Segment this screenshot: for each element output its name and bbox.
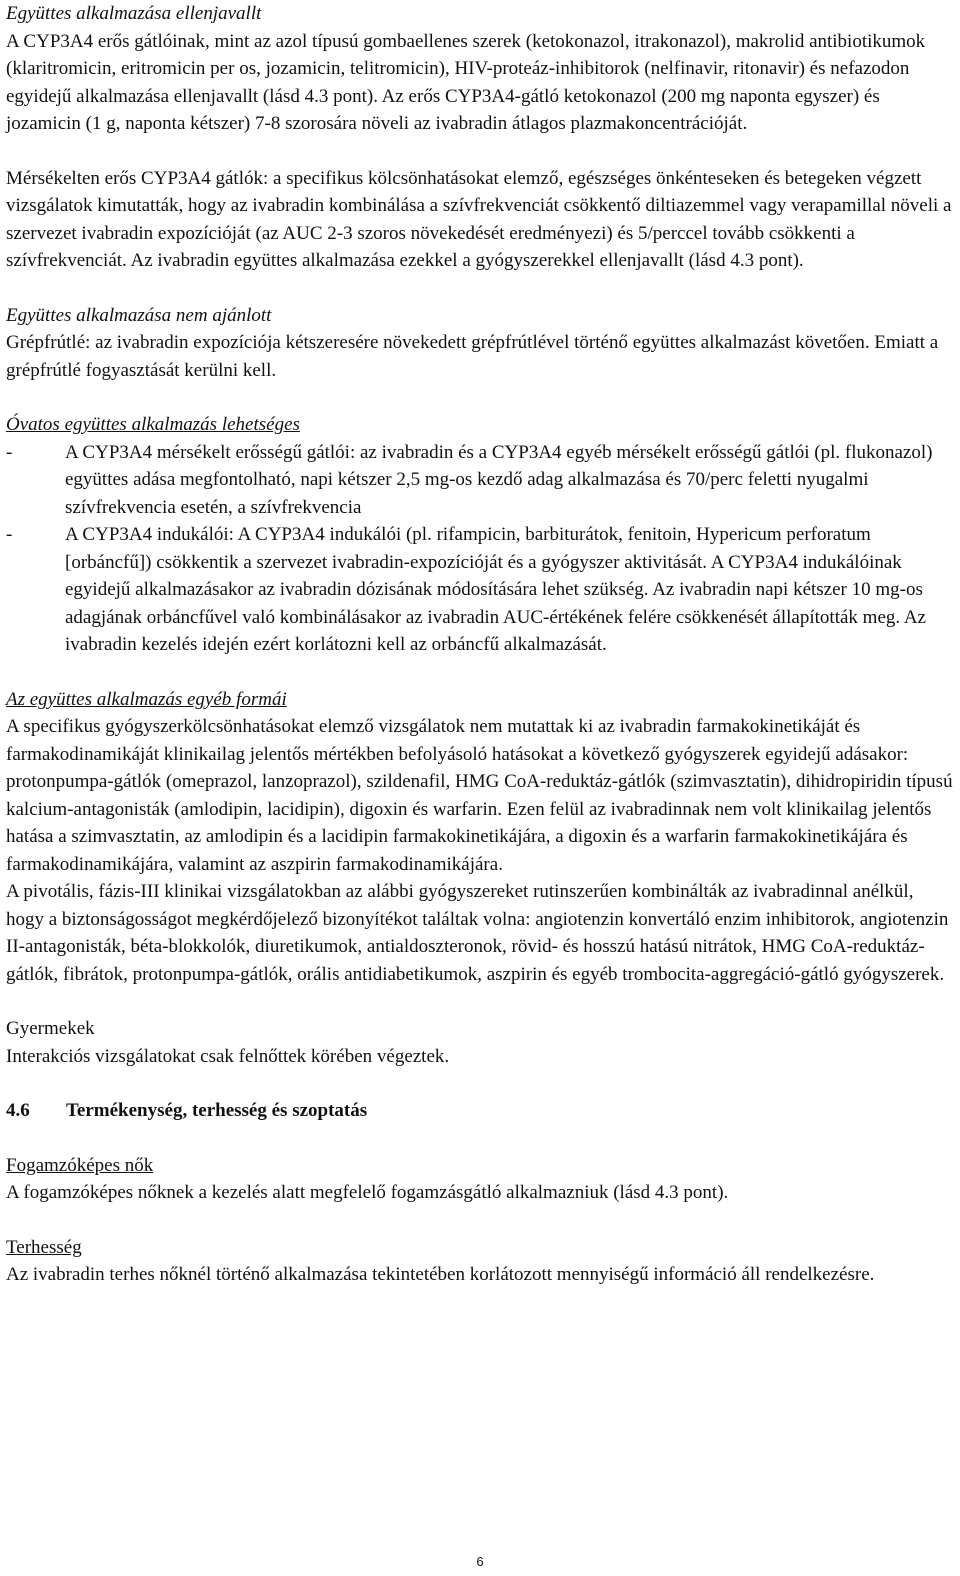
paragraph-pivotal-trials: A pivotális, fázis-III klinikai vizsgálatokban az alábbi gyógyszereket rutinszerűen kombinálták az ivabradinnal anélkül, hogy a biztonságosságot megkérdőjelező bizonyítékot találtak volna: angiotenzin konvertáló enzim inhibitorok, angiotenzin II-antagonisták, béta-blokkolók, diuretikumok, antialdoszteronok, rövid- és hosszú hatású nitrátok, HMG CoA-reduktáz-gátlók, fibrátok, protonpumpa-gátlók, orális antidiabetikumok, aszpirin és egyéb trombocita-aggregáció-gátló gyógyszerek. [6, 881, 949, 985]
section-heading-childbearing: Fogamzóképes nők [6, 1154, 154, 1176]
list-item-text: A CYP3A4 mérsékelt erősségű gátlói: az ivabradin és a CYP3A4 egyéb mérsékelt erősségű gátlói (pl. flukonazol) együttes adása megfontolható, napi kétszer 2,5 mg-os kezdő adag alkalmazása és 70/perc feletti nyugalmi szívfrekvencia esetén, a szívfrekvencia [65, 441, 933, 518]
list-item-text: A CYP3A4 indukálói: A CYP3A4 indukálói (pl. rifampicin, barbiturátok, fenitoin, Hypericum perforatum [orbáncfű]) csökkentik a szervezet ivabradin-expozícióját és a gyógyszer aktivitását. A CYP3A4 indukálóinak egyidejű alkalmazásakor az ivabradin dózisának módosítására lehet szükség. Az ivabradin napi kétszer 10 mg-os adagjának orbáncfűvel való kombinálásakor az ivabradin AUC-értékének felére csökkenését állapították meg. Az ivabradin kezelés idején ezért korlátozni kell az orbáncfű alkalmazását. [65, 524, 926, 655]
paragraph-childbearing: A fogamzóképes nőknek a kezelés alatt megfelelő fogamzásgátló alkalmazniuk (lásd 4.3 pont). [6, 1182, 729, 1203]
page-number: 6 [476, 1554, 484, 1569]
paragraph-grapefruit: Grépfrútlé: az ivabradin expozíciója kétszeresére növekedett grépfrútlével történő együttes alkalmazást követően. Emiatt a grépfrútlé fogyasztását kerülni kell. [6, 332, 939, 381]
section-heading-pregnancy: Terhesség [6, 1236, 82, 1258]
section-heading-contraindicated: Együttes alkalmazása ellenjavallt [6, 3, 262, 24]
section-heading-not-recommended: Együttes alkalmazása nem ajánlott [6, 304, 272, 326]
section-heading-4-6 [6, 1097, 954, 1125]
document-page [6, 0, 954, 1289]
paragraph-other-forms: A specifikus gyógyszerkölcsönhatásokat elemző vizsgálatok nem mutattak ki az ivabradin farmakokinetikáját és farmakodinamikáját klinikailag jelentős mértékben befolyásoló hatásokat a következő gyógyszerek egyidejű adásakor: protonpumpa-gátlók (omeprazol, lanzoprazol), szildenafil, HMG CoA-reduktáz-gátlók (szimvasztatin), dihidropiridin típusú kalcium-antagonisták (amlodipin, lacidipin), digoxin és warfarin. Ezen felül az ivabradinnak nem volt klinikailag jelentős hatása a szimvasztatin, az amlodipin és a lacidipin farmakokinetikájára, a digoxin és a warfarin farmakokinetikájára és farmakodinamikájára, valamint az aszpirin farmakodinamikájára. [6, 716, 953, 875]
section-heading-children: Gyermekek [6, 1018, 95, 1039]
section-number: 4.6 [6, 1100, 30, 1121]
paragraph-children: Interakciós vizsgálatokat csak felnőttek körében végeztek. [6, 1045, 450, 1067]
section-heading-caution: Óvatos együttes alkalmazás lehetséges [6, 414, 300, 435]
section-heading-other-forms: Az együttes alkalmazás egyéb formái [6, 688, 287, 710]
list-dash: - [6, 441, 13, 463]
paragraph-contraindicated: A CYP3A4 erős gátlóinak, mint az azol típusú gombaellenes szerek (ketokonazol, itrakonazol), makrolid antibiotikumok (klaritromicin, eritromicin per os, jozamicin, telitromicin), HIV-proteáz-inhibitorok (nelfinavir, ritonavir) és nefazodon egyidejű alkalmazása ellenjavallt (lásd 4.3 pont). Az erős CYP3A4-gátló ketokonazol (200 mg naponta egyszer) és jozamicin (1 g, naponta kétszer) 7-8 szorosára növeli az ivabradin átlagos plazmakoncentrációját. [6, 30, 926, 134]
paragraph-moderate-inhibitors: Mérsékelten erős CYP3A4 gátlók: a specifikus kölcsönhatásokat elemző, egészséges önkénteseken és betegeken végzett vizsgálatok kimutatták, hogy az ivabradin kombinálása a szívfrekvenciát csökkentő diltiazemmel vagy verapamillal növeli a szervezet ivabradin expozícióját (az AUC 2-3 szoros növekedését eredményezi) és 5/perccel tovább csökkenti a szívfrekvenciát. Az ivabradin együttes alkalmazása ezekkel a gyógyszerekkel ellenjavallt (lásd 4.3 pont). [6, 167, 952, 271]
list-item [6, 439, 954, 522]
paragraph-pregnancy: Az ivabradin terhes nőknél történő alkalmazása tekintetében korlátozott mennyiségű információ áll rendelkezésre. [6, 1264, 875, 1285]
list-item [6, 521, 954, 659]
section-title: Termékenység, terhesség és szoptatás [66, 1100, 368, 1121]
list-dash: - [6, 524, 13, 545]
